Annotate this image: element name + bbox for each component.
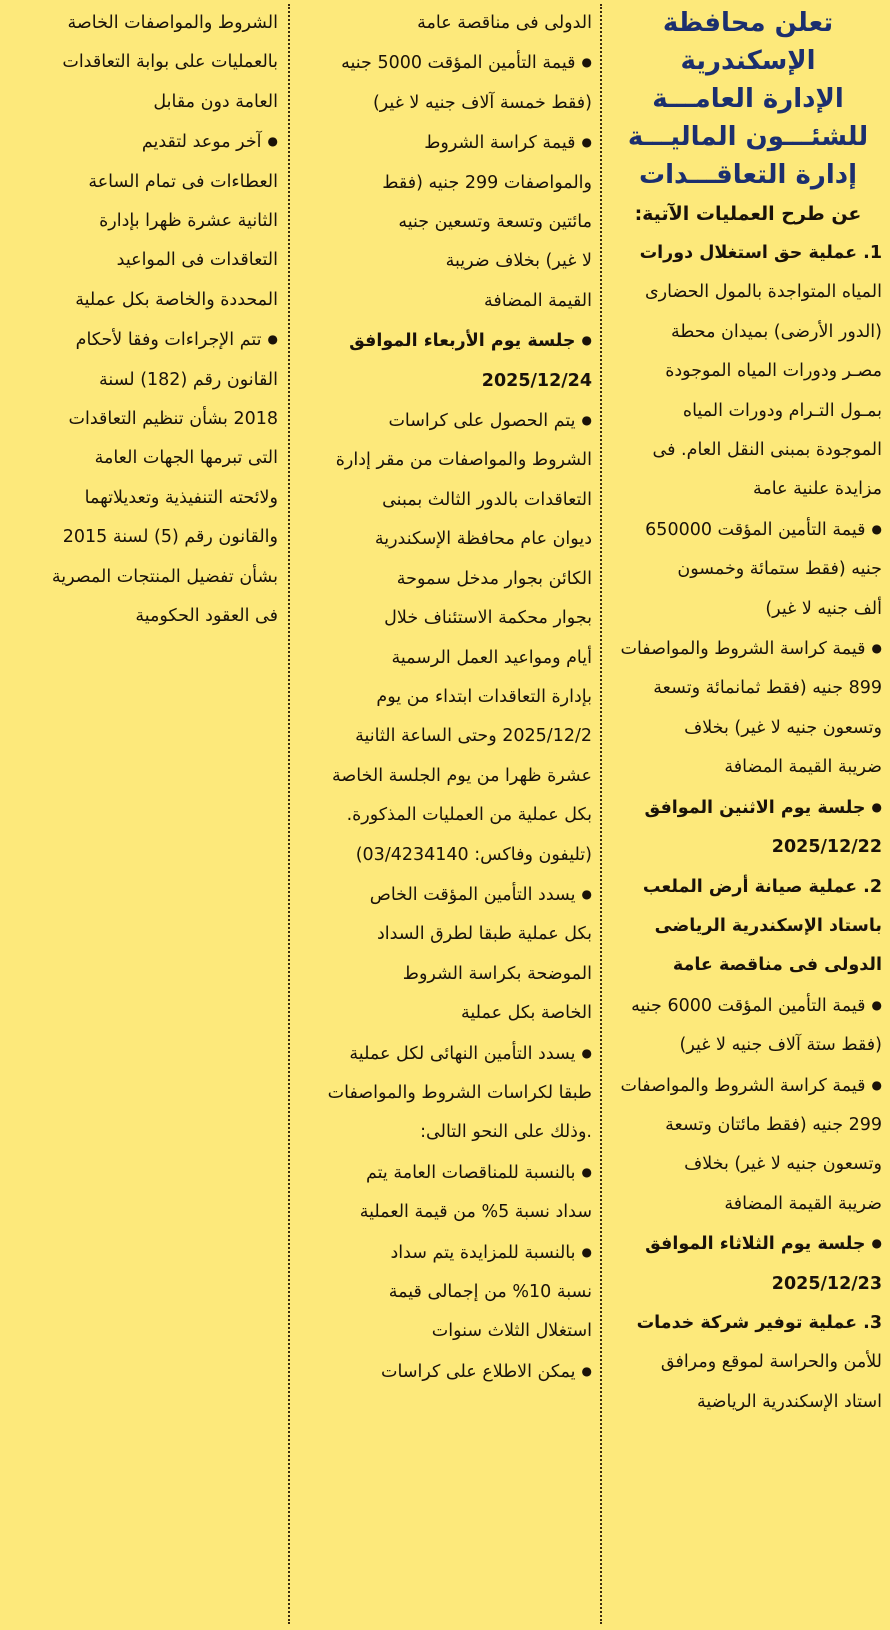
bullet-line: ● يتم الحصول على كراسات bbox=[308, 401, 592, 441]
text-line: (فقط خمسة آلاف جنيه لا غير) bbox=[372, 92, 592, 113]
text-line: .وذلك على النحو التالى: bbox=[420, 1122, 592, 1143]
text-line: وتسعون جنيه لا غير) بخلاف bbox=[684, 1154, 882, 1175]
bullet-line: ● يسدد التأمين النهائى لكل عملية bbox=[308, 1034, 592, 1074]
text-line: بجوار محكمة الاستئناف خلال bbox=[384, 608, 592, 629]
text-line: (الدور الأرضى) بميدان محطة bbox=[671, 321, 882, 342]
text-line: استاد الإسكندرية الرياضية bbox=[697, 1391, 882, 1412]
bullet-line: ● بالنسبة للمزايدة يتم سداد bbox=[308, 1233, 592, 1273]
text-line: بإدارة التعاقدات ابتداء من يوم bbox=[376, 686, 592, 707]
session-date: 2025/12/24 bbox=[481, 370, 592, 391]
text-line: استغلال الثلاث سنوات bbox=[431, 1321, 592, 1342]
text-line: ضريبة القيمة المضافة bbox=[724, 1193, 882, 1214]
text-line: الشروط والمواصفات من مقر إدارة bbox=[335, 450, 592, 471]
text-line: التعاقدات بالدور الثالث بمبنى bbox=[382, 489, 592, 510]
text-line: ألف جنيه لا غير) bbox=[765, 598, 882, 619]
text-line: التعاقدات فى المواعيد bbox=[116, 250, 278, 271]
bullet-line: ● قيمة كراسة الشروط والمواصفات bbox=[614, 1066, 882, 1106]
column-divider bbox=[600, 4, 602, 1624]
bullet-line: ● قيمة كراسة الشروط bbox=[308, 123, 592, 163]
text-line: القيمة المضافة bbox=[484, 290, 592, 311]
headline-line: إدارة التعاقـــدات bbox=[638, 160, 857, 190]
text-line: ضريبة القيمة المضافة bbox=[724, 757, 882, 778]
text-line: الموضحة بكراسة الشروط bbox=[402, 963, 592, 984]
bullet-line: ● قيمة كراسة الشروط والمواصفات bbox=[614, 629, 882, 669]
text-line: طبقا لكراسات الشروط والمواصفات bbox=[327, 1082, 592, 1103]
text-line: 2025/12/2 وحتى الساعة الثانية bbox=[355, 726, 592, 747]
text-line: 299 جنيه (فقط مائتان وتسعة bbox=[665, 1114, 882, 1135]
bullet-line: ● يمكن الاطلاع على كراسات bbox=[308, 1352, 592, 1392]
text-line: نسبة 10% من إجمالى قيمة bbox=[388, 1282, 592, 1302]
text-line: المياه المتواجدة بالمول الحضارى bbox=[644, 282, 882, 303]
text-line: باستاد الإسكندرية الرياضى bbox=[654, 915, 882, 936]
text-line: بكل عملية طبقا لطرق السداد bbox=[376, 924, 592, 945]
text-line: بكل عملية من العمليات المذكورة. bbox=[346, 805, 592, 826]
session-date-line: ● جلسة يوم الاثنين الموافق bbox=[614, 788, 882, 828]
text-line: ديوان عام محافظة الإسكندرية bbox=[374, 529, 592, 550]
session-date-line: ● جلسة يوم الأربعاء الموافق bbox=[308, 321, 592, 361]
text-line: الكائن بجوار مدخل سموحة bbox=[396, 568, 592, 589]
session-date: 2025/12/23 bbox=[771, 1273, 882, 1294]
item-1-heading: 1. عملية حق استغلال دورات bbox=[639, 243, 882, 263]
text-line: التى تبرمها الجهات العامة bbox=[94, 448, 278, 469]
text-line: مزايدة علنية عامة bbox=[753, 479, 882, 500]
text-line: العامة دون مقابل bbox=[153, 91, 278, 112]
session-date-line: ● جلسة يوم الثلاثاء الموافق bbox=[614, 1224, 882, 1264]
headline-line: الإدارة العامـــة bbox=[652, 84, 844, 114]
text-line: 2018 بشأن تنظيم التعاقدات bbox=[68, 409, 278, 430]
item-2-heading: 2. عملية صيانة أرض الملعب bbox=[642, 876, 882, 897]
text-line: الشروط والمواصفات الخاصة bbox=[67, 13, 278, 33]
text-line: الموجودة بمبنى النقل العام. فى bbox=[652, 440, 882, 461]
headline-line: تعلن محافظة الإسكندرية bbox=[662, 8, 834, 76]
text-line: للأمن والحراسة لموقع ومرافق bbox=[660, 1352, 882, 1373]
text-line: فى العقود الحكومية bbox=[135, 606, 278, 627]
item-3-heading: 3. عملية توفير شركة خدمات bbox=[636, 1312, 882, 1333]
text-line: والمواصفات 299 جنيه (فقط bbox=[382, 172, 592, 193]
text-line: الثانية عشرة ظهرا بإدارة bbox=[99, 211, 278, 232]
bullet-line: ● بالنسبة للمناقصات العامة يتم bbox=[308, 1153, 592, 1193]
bullet-line: ● قيمة التأمين المؤقت 650000 bbox=[614, 510, 882, 550]
text-line: لا غير) بخلاف ضريبة bbox=[445, 251, 592, 272]
text-line: أيام ومواعيد العمل الرسمية bbox=[391, 647, 592, 668]
text-line: ولائحته التنفيذية وتعديلاتهما bbox=[84, 487, 278, 508]
bullet-line: ● تتم الإجراءات وفقا لأحكام bbox=[8, 320, 278, 360]
bullet-line: ● يسدد التأمين المؤقت الخاص bbox=[308, 875, 592, 915]
bullet-line: ● قيمة التأمين المؤقت 5000 جنيه bbox=[308, 43, 592, 83]
text-line: الدولى فى مناقصة عامة bbox=[417, 13, 592, 33]
text-line: وتسعون جنيه لا غير) بخلاف bbox=[684, 717, 882, 738]
text-line: بالعمليات على بوابة التعاقدات bbox=[62, 52, 278, 73]
text-line: (فقط ستة آلاف جنيه لا غير) bbox=[679, 1035, 882, 1056]
column-2 bbox=[308, 4, 592, 1392]
text-line: القانون رقم (182) لسنة bbox=[99, 369, 278, 390]
column-1 bbox=[614, 4, 882, 1422]
text-line: جنيه (فقط ستمائة وخمسون bbox=[677, 559, 882, 580]
intro-text: عن طرح العمليات الآتية: bbox=[634, 203, 862, 225]
text-line: بمـول التـرام ودورات المياه bbox=[682, 400, 882, 421]
bullet-line: ● قيمة التأمين المؤقت 6000 جنيه bbox=[614, 986, 882, 1026]
text-line: الدولى فى مناقصة عامة bbox=[672, 955, 882, 976]
headline-line: للشئـــون الماليـــة bbox=[627, 122, 869, 152]
phone-fax-line: (تليفون وفاكس: 03/4234140) bbox=[355, 844, 592, 865]
column-3 bbox=[8, 4, 278, 637]
text-line: والقانون رقم (5) لسنة 2015 bbox=[62, 527, 278, 548]
text-line: 899 جنيه (فقط ثمانمائة وتسعة bbox=[653, 678, 882, 699]
text-line: العطاءات فى تمام الساعة bbox=[88, 171, 278, 192]
text-line: مائتين وتسعة وتسعين جنيه bbox=[398, 212, 592, 233]
text-line: بشأن تفضيل المنتجات المصرية bbox=[51, 566, 278, 587]
text-line: المحددة والخاصة بكل عملية bbox=[75, 289, 278, 310]
text-line: سداد نسبة 5% من قيمة العملية bbox=[359, 1202, 592, 1223]
text-line: عشرة ظهرا من يوم الجلسة الخاصة bbox=[332, 765, 592, 786]
text-line: الخاصة بكل عملية bbox=[461, 1003, 592, 1024]
text-line: مصـر ودورات المياه الموجودة bbox=[665, 361, 882, 382]
session-date: 2025/12/22 bbox=[771, 837, 882, 858]
bullet-line: ● آخر موعد لتقديم bbox=[8, 122, 278, 162]
column-divider bbox=[288, 4, 290, 1624]
